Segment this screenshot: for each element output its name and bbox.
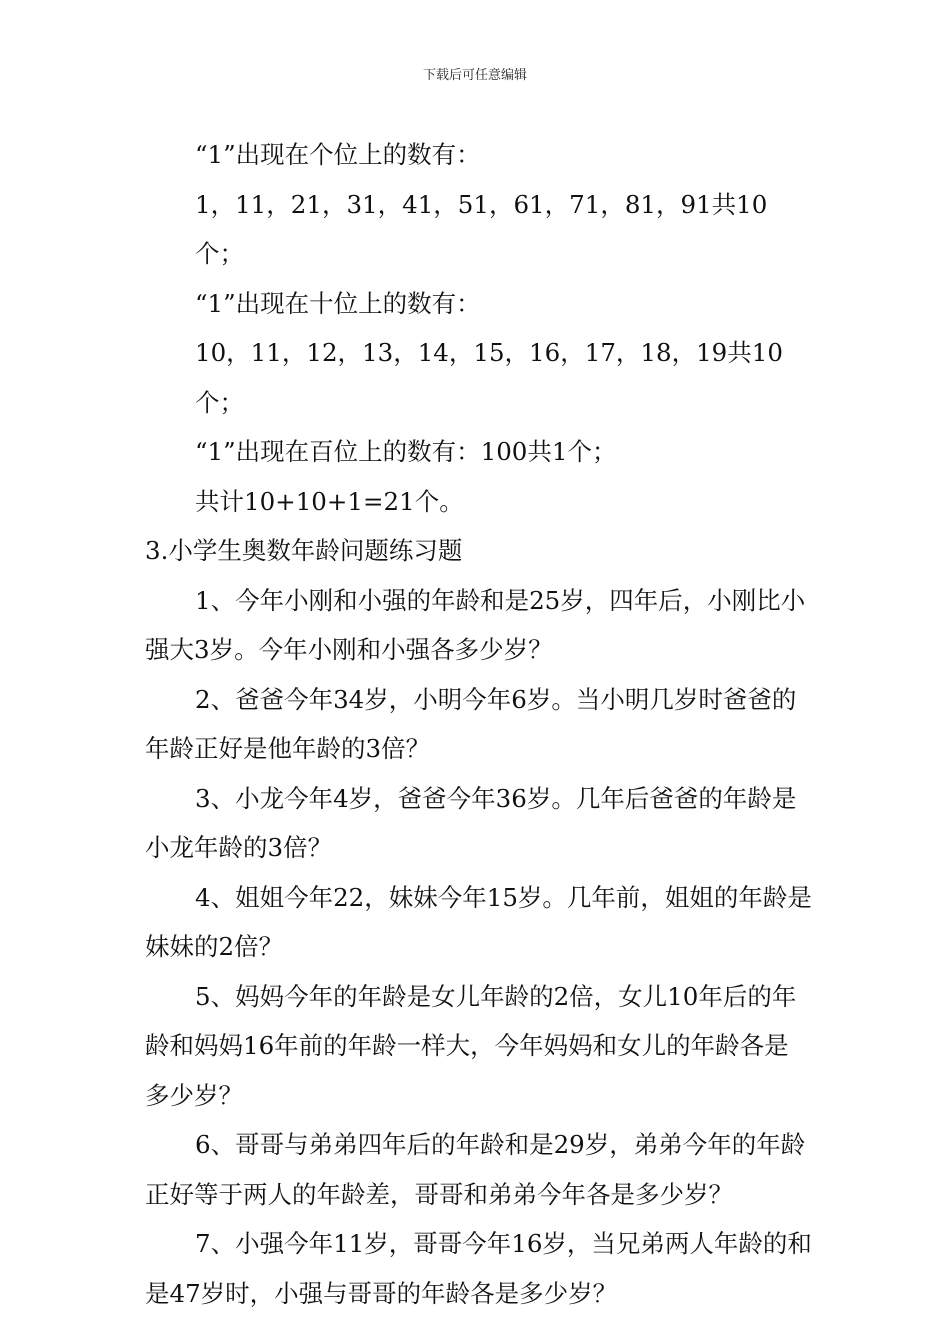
paragraph-ones-place-heading: “1”出现在个位上的数有： (195, 140, 481, 169)
question-7: 7、小强今年11岁，哥哥今年16岁，当兄弟两人年龄的和是47岁时，小强与哥哥的年龄各是多少岁？ (145, 1229, 812, 1308)
paragraph-tens-place-heading: “1”出现在十位上的数有： (195, 288, 481, 318)
paragraph-hundreds-place: “1”出现在百位上的数有：100共1个； (195, 437, 617, 466)
section-heading: 3.小学生奥数年龄问题练习题 (145, 536, 463, 565)
question-1: 1、今年小刚和小强的年龄和是25岁，四年后，小刚比小强大3岁。今年小刚和小强各多少岁？ (145, 585, 806, 664)
paragraph-ones-place-list: 1，11，21，31，41，51，61，71，81，91共10个； (195, 189, 768, 268)
question-3: 3、小龙今年4岁，爸爸今年36岁。几年后爸爸的年龄是小龙年龄的3倍？ (145, 783, 797, 862)
question-4: 4、姐姐今年22，妹妹今年15岁。几年前，姐姐的年龄是妹妹的2倍？ (145, 882, 812, 961)
page-header: 下载后可任意编辑 (422, 68, 527, 83)
paragraph-tens-place-list: 10，11，12，13，14，15，16，17，18，19共10个； (195, 338, 783, 417)
paragraph-total: 共计10+10+1=21个。 (195, 486, 464, 516)
question-5: 5、妈妈今年的年龄是女儿年龄的2倍，女儿10年后的年龄和妈妈16年前的年龄一样大，今年妈妈和女儿的年龄各是多少岁？ (145, 981, 797, 1110)
document-body (145, 130, 813, 1318)
question-6: 6、哥哥与弟弟四年后的年龄和是29岁，弟弟今年的年龄正好等于两人的年龄差，哥哥和弟弟今年各是多少岁？ (145, 1130, 806, 1209)
question-2: 2、爸爸今年34岁，小明今年6岁。当小明几岁时爸爸的年龄正好是他年龄的3倍？ (145, 684, 797, 763)
